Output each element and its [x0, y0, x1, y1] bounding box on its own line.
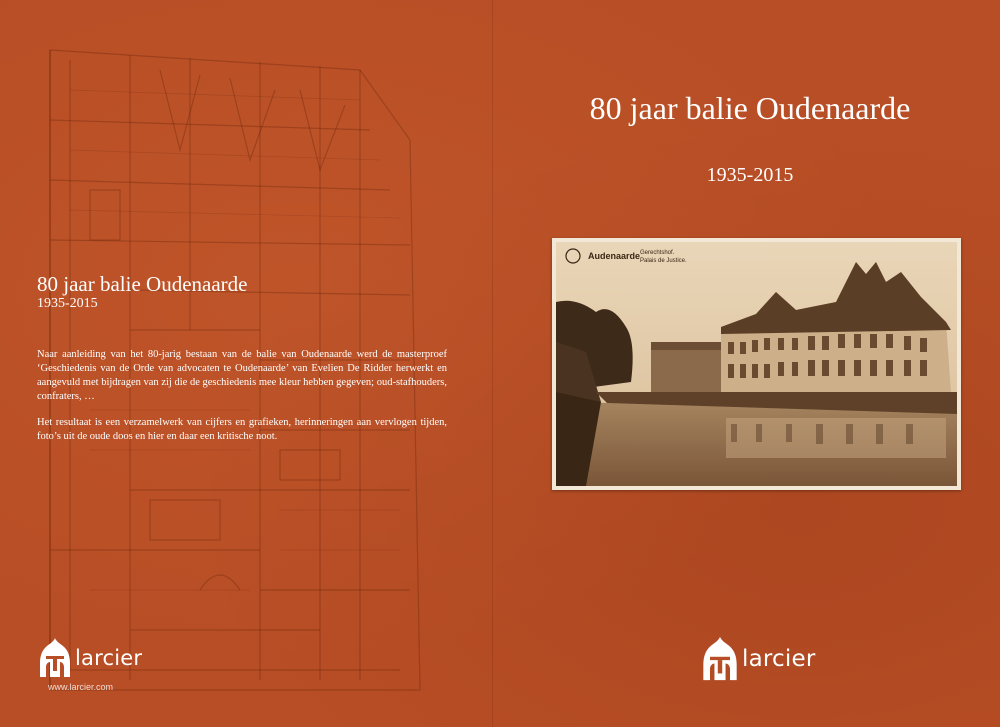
back-cover-years: 1935-2015 — [37, 296, 98, 311]
front-cover-title: 80 jaar balie Oudenaarde — [589, 90, 911, 126]
spine-divider — [492, 0, 493, 727]
knight-helmet-icon — [37, 636, 73, 680]
postcard-place: Audenaarde — [588, 251, 641, 261]
courthouse-postcard-image — [556, 242, 957, 486]
publisher-logo-front — [700, 634, 815, 684]
publisher-logo-back — [37, 636, 142, 680]
publisher-url: www.larcier.com — [48, 682, 114, 692]
back-cover-title: 80 jaar balie Oudenaarde — [37, 272, 248, 296]
knight-helmet-icon — [700, 634, 740, 684]
logo-wordmark: larcier — [75, 646, 143, 670]
postcard-caption-2: Palais de Justice. — [640, 258, 687, 264]
back-cover-blurb — [37, 348, 447, 456]
blurb-paragraph-2: Het resultaat is een verzamelwerk van cijfers en grafieken, herinneringen aan vervlogen tijden, foto’s uit de oude doos en hier en daar een kritische noot. — [37, 417, 447, 442]
blurb-paragraph-1: Naar aanleiding van het 80-jarig bestaan van de balie van Oudenaarde werd de masterproef ‘Geschiedenis van de Orde van advocaten te Oudenaarde’ van Evelien De Ridder herwerkt en aangevuld met bijdragen van zij die de geschiedenis mee kleur hebben gegeven; oud-stafhouders, confraters, … — [37, 349, 447, 402]
logo-wordmark: larcier — [742, 646, 816, 672]
postcard-photo-frame — [552, 238, 961, 490]
front-cover-years: 1935-2015 — [706, 164, 794, 186]
postcard-caption-1: Gerechtshof. — [640, 250, 675, 256]
